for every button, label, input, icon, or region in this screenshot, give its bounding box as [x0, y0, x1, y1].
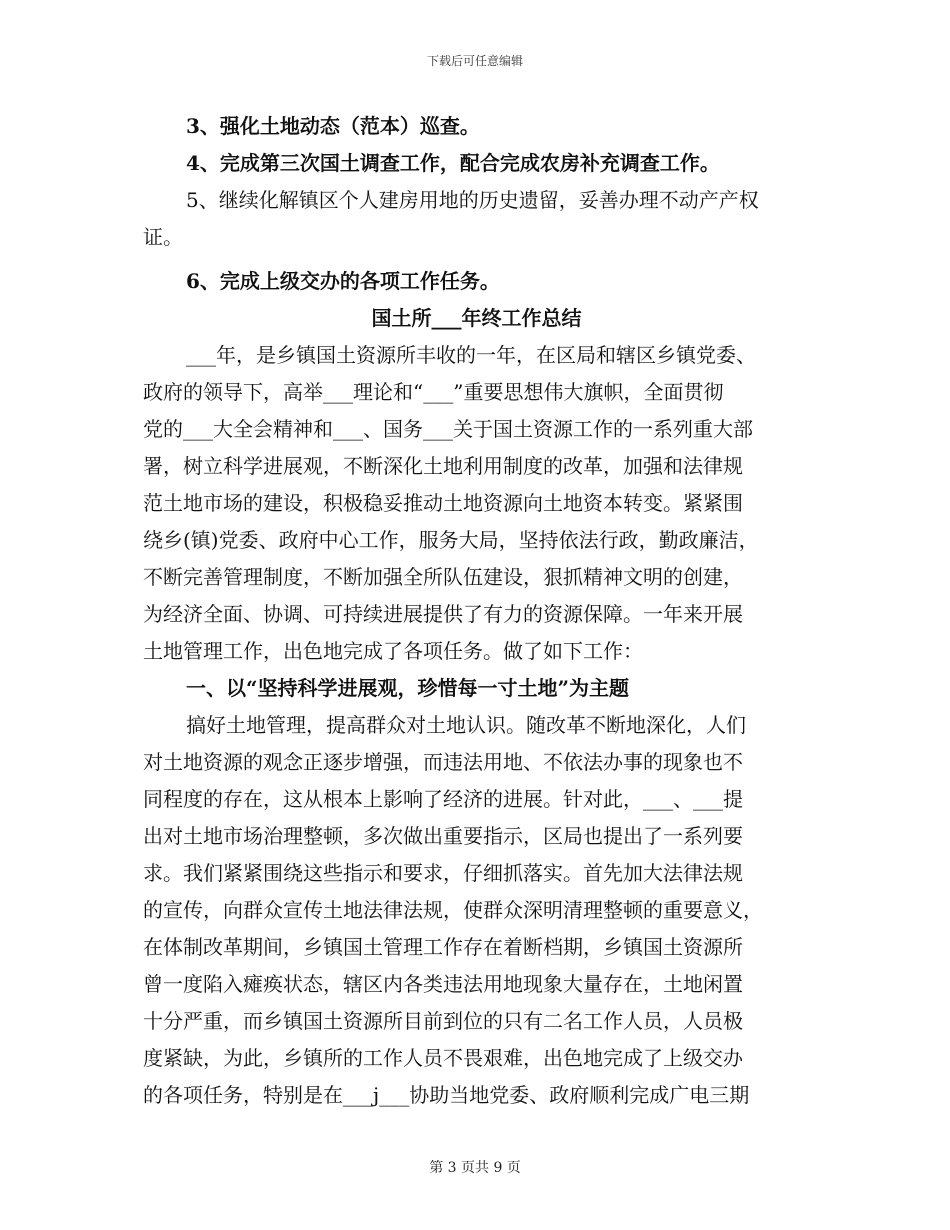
paragraph-line: 土地管理工作，出色地完成了各项任务。做了如下工作： — [143, 639, 643, 663]
paragraph-line: 曾一度陷入瘫痪状态，辖区内各类违法用地现象大量存在，土地闲置 — [143, 972, 743, 996]
paragraph-line: 度紧缺，为此，乡镇所的工作人员不畏艰难，出色地完成了上级交办 — [143, 1046, 743, 1070]
list-item-5-line-1: 5、继续化解镇区个人建房用地的历史遗留，妥善办理不动产产权 — [186, 188, 759, 212]
spacer — [143, 256, 810, 263]
section-title: 国土所___年终工作总结 — [371, 306, 582, 330]
list-item-4: 4、完成第三次国土调查工作，配合完成农房补充调查工作。 — [186, 151, 720, 175]
list-item-5-line-2: 证。 — [143, 225, 183, 249]
paragraph-line: 同程度的存在，这从根本上影响了经济的进展。针对此，___、___提 — [143, 787, 743, 811]
list-item-6: 6、完成上级交办的各项工作任务。 — [186, 269, 500, 293]
paragraph-line: 党的___大全会精神和___、国务___关于国土资源工作的一系列重大部 — [143, 417, 753, 441]
page-header: 下载后可任意编辑 — [426, 54, 523, 68]
list-item-3: 3、强化土地动态（范本）巡查。 — [186, 114, 480, 138]
document-body — [143, 108, 810, 1114]
paragraph-line: ___年，是乡镇国土资源所丰收的一年，在区局和辖区乡镇党委、 — [186, 343, 756, 367]
paragraph-line: 绕乡(镇)党委、政府中心工作，服务大局，坚持依法行政，勤政廉洁， — [143, 528, 759, 552]
paragraph-line: 范土地市场的建设，积极稳妥推动土地资源向土地资本转变。紧紧围 — [143, 491, 743, 515]
paragraph-line: 的各项任务，特别是在___j___协助当地党委、政府顺利完成广电三期 — [143, 1083, 750, 1107]
paragraph-line: 不断完善管理制度，不断加强全所队伍建设，狠抓精神文明的创建， — [143, 565, 743, 589]
paragraph-line: 的宣传，向群众宣传土地法律法规，使群众深明清理整顿的重要意义， — [143, 898, 763, 922]
page-footer: 第 3 页共 9 页 — [429, 1160, 521, 1176]
paragraph-line: 搞好土地管理，提高群众对土地认识。随改革不断地深化，人们 — [186, 713, 746, 737]
paragraph-line: 政府的领导下，高举___理论和“___”重要思想伟大旗帜，全面贯彻 — [143, 380, 724, 404]
paragraph-line: 求。我们紧紧围绕这些指示和要求，仔细抓落实。首先加大法律法规 — [143, 861, 743, 885]
paragraph-line: 在体制改革期间，乡镇国土管理工作存在着断档期，乡镇国土资源所 — [143, 935, 743, 959]
paragraph-line: 为经济全面、协调、可持续进展提供了有力的资源保障。一年来开展 — [143, 602, 743, 626]
section-heading: 一、以“坚持科学进展观，珍惜每一寸土地”为主题 — [186, 676, 630, 700]
paragraph-line: 出对土地市场治理整顿，多次做出重要指示，区局也提出了一系列要 — [143, 824, 743, 848]
paragraph-line: 十分严重，而乡镇国土资源所目前到位的只有二名工作人员，人员极 — [143, 1009, 743, 1033]
paragraph-line: 署，树立科学进展观，不断深化土地利用制度的改革，加强和法律规 — [143, 454, 743, 478]
paragraph-line: 对土地资源的观念正逐步增强，而违法用地、不依法办事的现象也不 — [143, 750, 743, 774]
